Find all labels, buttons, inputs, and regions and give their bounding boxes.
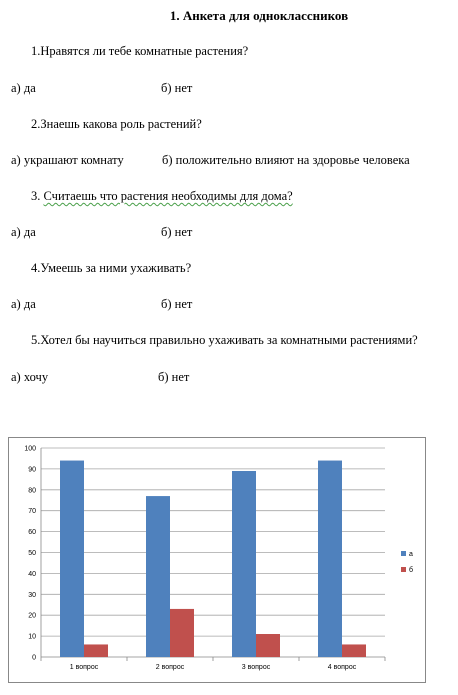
answer-2-b: б) положительно влияют на здоровье человека (162, 153, 410, 167)
question-4 (31, 261, 191, 276)
x-tick-label: 2 вопрос (155, 664, 185, 671)
y-tick-label: 0 (32, 654, 36, 662)
legend-swatch-а (401, 551, 406, 556)
answer-1-b: б) нет (161, 81, 193, 95)
x-tick-label: 4 вопрос (327, 664, 357, 671)
bar-б-1 (84, 644, 108, 657)
bar-а-2 (146, 496, 170, 657)
answer-4-b: б) нет (161, 297, 193, 311)
question-text: Считаешь что растения необходимы для дома? (43, 189, 293, 203)
x-tick-label: 1 вопрос (69, 664, 99, 671)
y-tick-label: 90 (28, 466, 36, 474)
question-2 (31, 117, 202, 132)
bar-б-2 (170, 609, 194, 657)
y-tick-label: 80 (28, 487, 36, 495)
question-number: 1. (31, 44, 41, 58)
question-text: Хотел бы научиться правильно ухаживать за комнатными растениями? (40, 333, 418, 347)
answer-5-b: б) нет (158, 370, 190, 384)
bar-б-4 (342, 644, 366, 657)
answer-2-a: а) украшают комнату (11, 153, 124, 167)
question-text: Нравятся ли тебе комнатные растения? (40, 44, 249, 58)
y-tick-label: 100 (24, 445, 36, 453)
question-5 (31, 333, 418, 348)
bar-б-3 (256, 634, 280, 657)
answer-1-a: а) да (11, 81, 36, 95)
y-tick-label: 60 (28, 529, 36, 537)
question-3 (31, 189, 293, 204)
bar-а-4 (318, 461, 342, 657)
question-1 (31, 44, 248, 59)
y-tick-label: 70 (28, 508, 36, 516)
question-number: 3. (31, 189, 44, 203)
page-title: 1. Анкета для одноклассников (169, 8, 349, 23)
answer-4-a: а) да (11, 297, 36, 311)
y-tick-label: 50 (28, 550, 36, 557)
question-number: 5. (31, 333, 41, 347)
question-number: 4. (31, 261, 41, 275)
bar-а-1 (60, 461, 84, 657)
question-text: Знаешь какова роль растений? (40, 117, 202, 131)
y-tick-label: 40 (28, 570, 36, 578)
y-tick-label: 30 (28, 591, 36, 599)
answer-3-b: б) нет (161, 225, 193, 239)
legend-label: б (409, 567, 414, 574)
question-number: 2. (31, 117, 41, 131)
y-tick-label: 20 (28, 612, 36, 620)
bar-chart-canvas (9, 438, 425, 682)
bar-а-3 (232, 471, 256, 657)
x-tick-label: 3 вопрос (241, 664, 271, 671)
y-tick-label: 10 (28, 633, 36, 641)
legend-swatch-б (401, 567, 406, 572)
answer-5-a: а) хочу (11, 370, 49, 384)
bar-chart (8, 437, 426, 683)
question-text: Умеешь за ними ухаживать? (40, 261, 192, 275)
answer-3-a: а) да (11, 225, 36, 239)
legend-label: а (409, 551, 413, 558)
